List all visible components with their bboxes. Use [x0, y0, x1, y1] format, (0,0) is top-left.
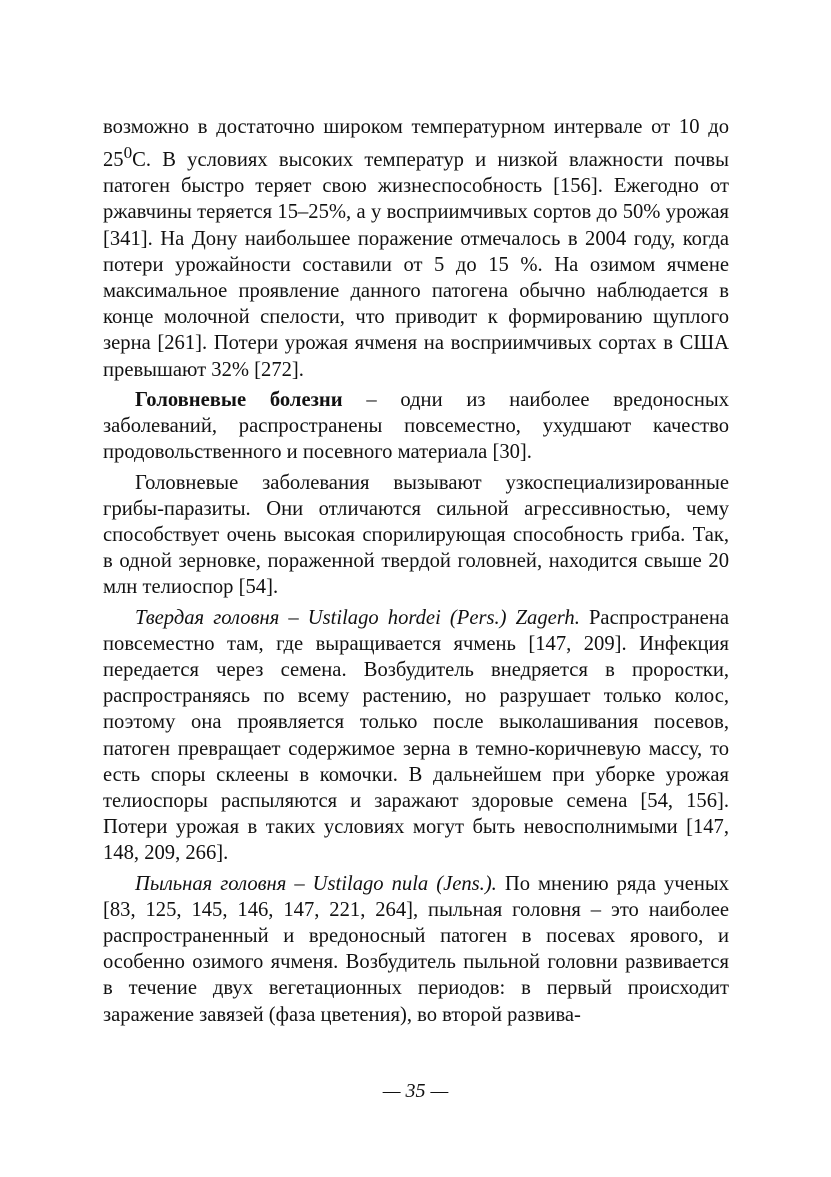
paragraph-4-text: Распространена повсеместно там, где выращивается ячмень [147, 209]. Инфекция передается через семена. Возбудитель внедряется в проростки, распространяясь по всему растению, но разрушает только колос, поэтому она проявляется только после выколашивания посевов, патоген превращает содержимое зерна в темно-коричневую массу, то есть споры склеены в комочки. В дальнейшем при уборке урожая телиоспоры распыляются и заражают здоровые семена [54, 156]. Потери урожая в таких условиях могут быть невосполнимыми [147, 148, 209, 266].: [103, 606, 729, 865]
paragraph-5-species: Пыльная головня – Ustilago nula (Jens.).: [135, 872, 497, 895]
paragraph-1-text-b: С. В условиях высоких температур и низкой влажности почвы патоген быстро теряет свою жизнеспособность [156]. Ежегодно от ржавчины теряется 15–25%, а у восприимчивых сортов до 50% урожая [341]. На Дону наибольшее поражение отмечалось в 2004 году, когда потери урожайности составили от 5 до 15 %. На озимом ячмене максимальное проявление данного патогена обычно наблюдается в конце молочной спелости, что приводит к формированию щуплого зерна [261]. Потери урожая ячменя на восприимчивых сортах в США превышают 32% [272].: [103, 149, 729, 381]
paragraph-2-text: – одни из наиболее вредоносных заболеваний, распространены повсеместно, ухудшают качество продовольственного и посевного материала [30].: [103, 388, 729, 464]
page-body: [103, 114, 729, 1032]
paragraph-3: [103, 470, 729, 601]
paragraph-5: [103, 871, 729, 1028]
paragraph-1: [103, 114, 729, 383]
paragraph-4-species: Твердая головня – Ustilago hordei (Pers.) Zagerh.: [135, 606, 580, 629]
paragraph-2: [103, 387, 729, 466]
paragraph-1-text-a: возможно в достаточно широком температурном интервале от 10 до 25: [103, 116, 729, 172]
degree-superscript: 0: [123, 143, 133, 163]
paragraph-2-heading: Головневые болезни: [135, 388, 343, 411]
paragraph-3-text: Головневые заболевания вызывают узкоспециализированные грибы-паразиты. Они отличаются сильной агрессивностью, чему способствует очень высокая спорилирующая способность гриба. Так, в одной зерновке, пораженной твердой головней, находится свыше 20 млн телиоспор [54].: [103, 471, 729, 599]
paragraph-5-text: По мнению ряда ученых [83, 125, 145, 146, 147, 221, 264], пыльная головня – это наиболее распространенный и вредоносный патоген в посевах ярового, и особенно озимого ячменя. Возбудитель пыльной головни развивается в течение двух вегетационных периодов: в первый происходит заражение завязей (фаза цветения), во второй развива-: [103, 872, 729, 1026]
page-number: — 35 —: [382, 1080, 449, 1102]
paragraph-4: [103, 605, 729, 867]
